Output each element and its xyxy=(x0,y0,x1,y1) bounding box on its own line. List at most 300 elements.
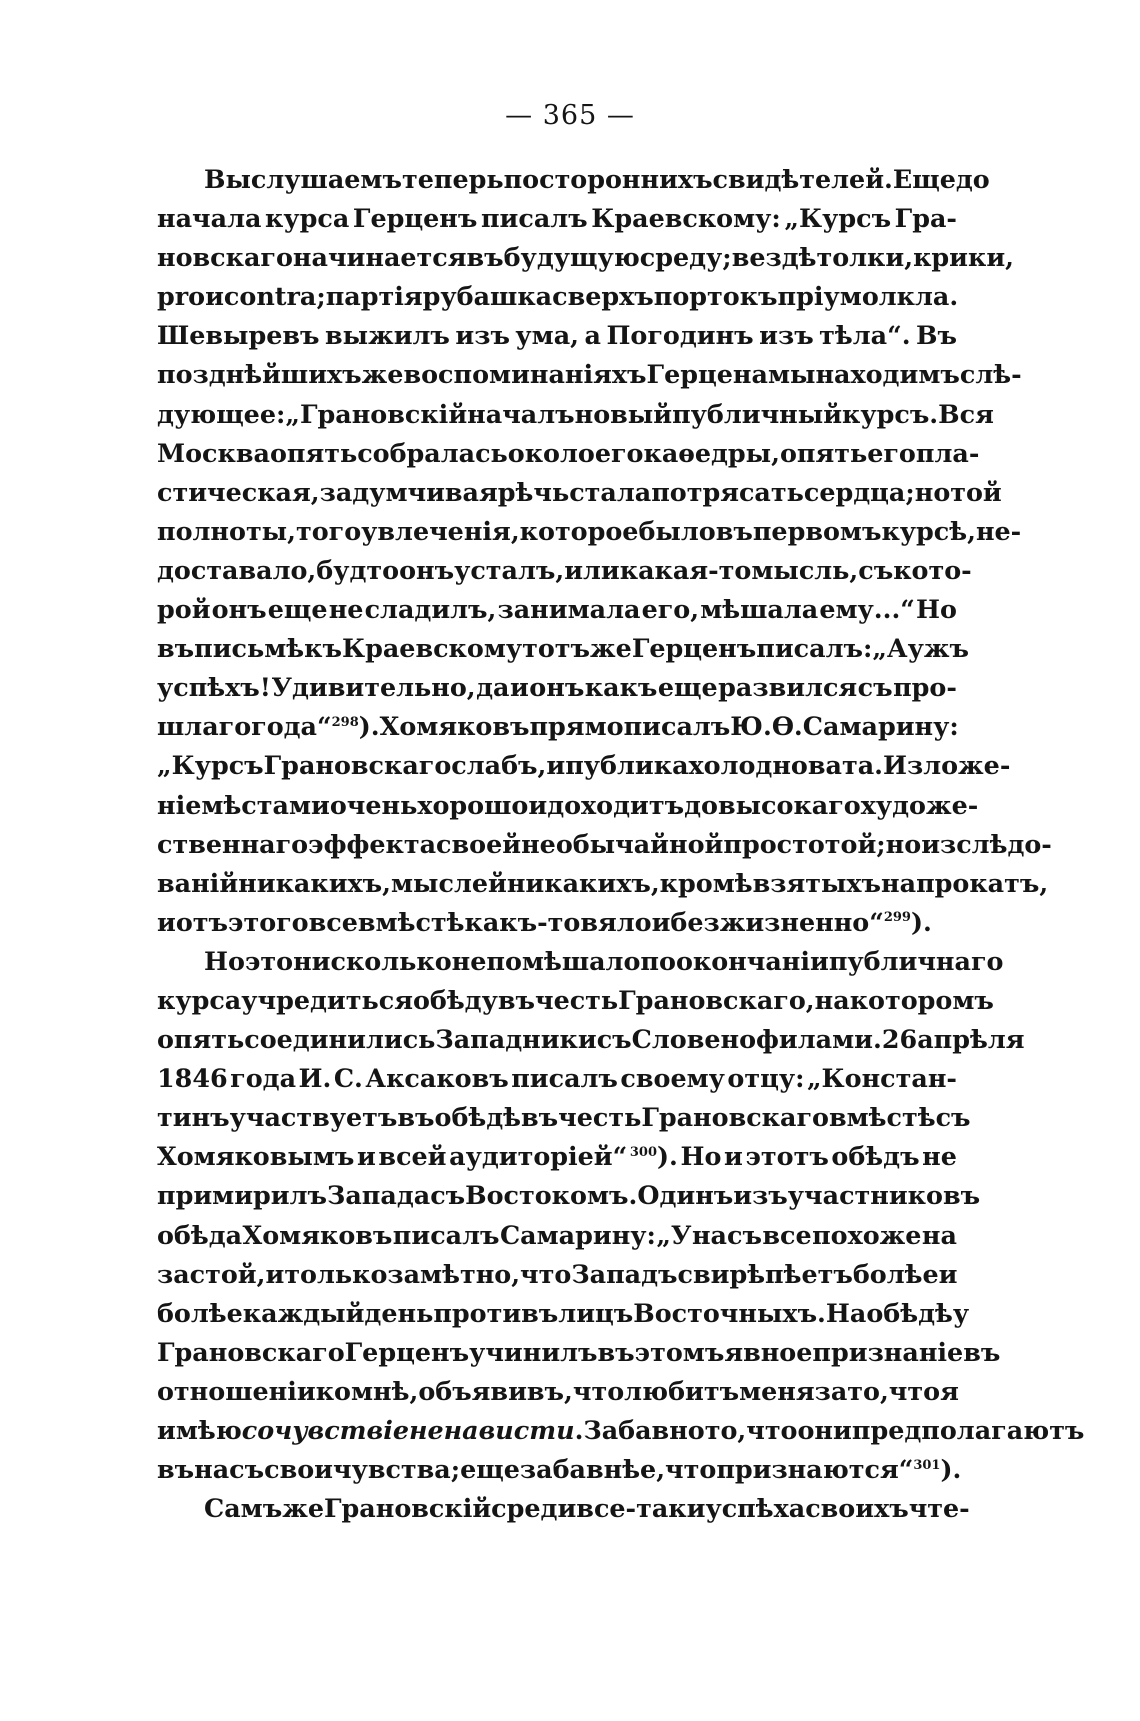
word: Грановскаго xyxy=(641,1102,829,1133)
word: въ xyxy=(497,984,535,1015)
word: среди xyxy=(491,1493,577,1524)
word: на xyxy=(921,1219,957,1250)
word: что xyxy=(572,1375,625,1406)
word: развился xyxy=(718,672,858,703)
word: Шевыревъ xyxy=(157,320,320,351)
word: Но xyxy=(916,594,957,625)
word: за xyxy=(814,1375,848,1406)
word: это xyxy=(244,945,294,976)
word: обѣду xyxy=(412,984,498,1015)
word: безжизненно“ xyxy=(670,906,884,937)
word: но xyxy=(914,476,951,507)
word: года xyxy=(230,1063,297,1094)
word: доходитъ xyxy=(547,789,685,820)
word: же xyxy=(590,633,632,664)
word: въ xyxy=(397,1102,435,1133)
word: свои xyxy=(264,1454,333,1485)
word: Грановскаго xyxy=(263,750,452,781)
word: Словенофилами. xyxy=(631,1024,882,1055)
word: ненависти. xyxy=(409,1415,584,1445)
word: все-таки xyxy=(576,1493,706,1524)
word: застой, xyxy=(157,1258,266,1289)
word: въ xyxy=(963,1336,1001,1367)
word: свирѣпѣетъ xyxy=(677,1258,853,1289)
word: новый xyxy=(574,398,673,429)
word: у xyxy=(952,1297,970,1328)
word: курса xyxy=(265,203,350,234)
word: писалъ xyxy=(623,711,731,742)
word: вмѣстѣ xyxy=(357,906,465,937)
word: необычайной xyxy=(521,828,724,859)
word: 298). xyxy=(331,711,380,742)
word: и xyxy=(546,750,566,781)
word: прямо xyxy=(529,711,624,742)
word: новскаго xyxy=(157,242,293,273)
word: Грановскій xyxy=(324,1493,492,1524)
word: ко xyxy=(315,1375,351,1406)
word: слѣ- xyxy=(959,359,1022,390)
text-line xyxy=(157,942,1004,981)
word: Самарину: xyxy=(802,711,959,742)
word: забавнѣе, xyxy=(519,1454,666,1485)
word: слабъ, xyxy=(451,750,547,781)
word: чувства; xyxy=(332,1454,461,1485)
word: курса xyxy=(157,984,242,1015)
word: 301). xyxy=(913,1454,962,1485)
text-line xyxy=(157,981,994,1020)
text-line xyxy=(157,1372,957,1411)
word: началъ xyxy=(467,398,575,429)
word: каждый xyxy=(242,1297,365,1328)
word: обѣдъ xyxy=(831,1141,920,1172)
word: любитъ xyxy=(624,1375,740,1406)
word: взятыхъ xyxy=(752,867,882,898)
text-line xyxy=(157,1176,981,1215)
text-line xyxy=(157,825,1052,864)
word: участвуетъ xyxy=(229,1102,398,1133)
word: этомъ xyxy=(634,1336,725,1367)
word: Изложе- xyxy=(883,750,1011,781)
word: доставало, xyxy=(157,554,317,585)
word: этого xyxy=(228,906,309,937)
word: писалъ xyxy=(392,1219,500,1250)
word: выжилъ xyxy=(324,320,450,351)
word: ніе xyxy=(157,789,202,820)
word: въ xyxy=(157,1454,195,1485)
word: ваній xyxy=(157,867,239,898)
word: признаніе xyxy=(812,1336,964,1367)
word: мнѣ, xyxy=(350,1375,419,1406)
word: Самарину: xyxy=(499,1219,656,1250)
word: ему...“ xyxy=(819,594,915,625)
word: публичный xyxy=(672,398,843,429)
word: сердца; xyxy=(803,476,915,507)
word: Герценъ xyxy=(352,203,478,234)
word: полноты, xyxy=(157,515,296,546)
word: contra; xyxy=(223,281,326,312)
word: своей xyxy=(436,828,522,859)
text-line xyxy=(157,1294,970,1333)
word: „Курсъ xyxy=(784,203,892,234)
word: что xyxy=(665,1454,717,1485)
text-line xyxy=(157,395,994,434)
text-line xyxy=(157,786,979,825)
word: прокатъ, xyxy=(916,867,1049,898)
word: что xyxy=(746,1415,798,1445)
word: pro xyxy=(157,281,206,312)
word: отъ xyxy=(175,906,228,937)
text-line xyxy=(157,668,957,707)
text-line xyxy=(157,1059,957,1098)
word: будущую xyxy=(503,242,640,273)
text-line xyxy=(157,551,972,590)
text-line xyxy=(157,316,957,355)
word: года“ xyxy=(251,711,332,742)
word: явное xyxy=(724,1336,813,1367)
word: было xyxy=(638,515,716,546)
word: „У xyxy=(656,1219,692,1250)
word: честь xyxy=(558,1102,642,1133)
word: увлеченія, xyxy=(361,515,520,546)
word: занимала xyxy=(497,594,641,625)
word: потрясать xyxy=(651,476,804,507)
word: насъ xyxy=(691,1219,762,1250)
word: я xyxy=(940,1375,959,1406)
word: онъ xyxy=(529,672,585,703)
word: окончаніи xyxy=(675,945,829,976)
word: въ xyxy=(597,1336,635,1367)
word: признаются“ xyxy=(716,1454,914,1485)
text-line xyxy=(157,473,1002,512)
word: той xyxy=(950,476,1002,507)
word: писалъ xyxy=(480,203,588,234)
word: объявивъ, xyxy=(418,1375,573,1406)
word: кото- xyxy=(893,554,972,585)
word: И. xyxy=(298,1063,332,1094)
text-line xyxy=(157,1450,962,1489)
word: въ xyxy=(715,515,753,546)
word: на xyxy=(814,984,850,1015)
text-line xyxy=(157,1489,970,1528)
word: рѣчь xyxy=(497,476,570,507)
word: обѣдѣ xyxy=(434,1102,522,1133)
word: еще xyxy=(267,594,328,625)
word: его xyxy=(867,437,916,468)
word: очень xyxy=(329,789,418,820)
word: вездѣ xyxy=(731,242,817,273)
word: успѣха xyxy=(705,1493,806,1524)
word: этотъ xyxy=(745,1141,829,1172)
word: теперь xyxy=(401,164,504,194)
word: Западники xyxy=(435,1024,597,1055)
word: Москва xyxy=(157,437,270,468)
text-line xyxy=(157,903,957,942)
word: курсъ. xyxy=(842,398,939,429)
word: кромѣ xyxy=(659,867,753,898)
text-line xyxy=(157,1020,1025,1059)
word: участниковъ xyxy=(787,1180,981,1211)
word: и xyxy=(528,789,548,820)
word: отцу: xyxy=(727,1063,805,1094)
word: до xyxy=(684,789,718,820)
word: первомъ xyxy=(752,515,882,546)
word: опять xyxy=(157,1024,245,1055)
word: учредиться xyxy=(241,984,413,1015)
word: примирилъ xyxy=(157,1180,328,1211)
word: курсѣ, xyxy=(881,515,976,546)
text-line xyxy=(157,1333,1001,1372)
word: съ xyxy=(596,1024,632,1055)
word: „Констан- xyxy=(806,1063,957,1094)
word: письмѣ xyxy=(194,633,305,664)
word: которое xyxy=(519,515,639,546)
word: ума, xyxy=(515,320,580,351)
word: среду; xyxy=(639,242,732,273)
word: а xyxy=(584,320,601,351)
word: Запада xyxy=(327,1180,431,1211)
word: начала xyxy=(157,203,262,234)
word: обѣдѣ xyxy=(866,1297,953,1328)
word: задумчивая xyxy=(319,476,498,507)
word: день xyxy=(364,1297,434,1328)
word: Одинъ xyxy=(637,1180,734,1211)
word: какая-то xyxy=(619,554,752,585)
word: На xyxy=(825,1297,867,1328)
word: Удивительно, xyxy=(271,672,476,703)
text-line xyxy=(157,590,957,629)
word: по xyxy=(640,945,676,976)
word: изслѣдо- xyxy=(921,828,1052,859)
word: никакихъ, xyxy=(506,867,660,898)
word: на xyxy=(881,867,917,898)
word: лицъ xyxy=(558,1297,634,1328)
word: тинъ xyxy=(157,1102,230,1133)
word: учинилъ xyxy=(469,1336,598,1367)
word: же xyxy=(361,359,404,390)
word: ужъ xyxy=(907,633,969,664)
word: Забавно xyxy=(583,1415,705,1445)
word: не xyxy=(451,945,487,976)
word: въ xyxy=(157,633,195,664)
word: онъ xyxy=(399,554,455,585)
word: партія xyxy=(325,281,423,312)
word: апрѣля xyxy=(917,1024,1025,1055)
word: мысль, xyxy=(751,554,859,585)
word: постороннихъ xyxy=(503,164,713,194)
word: Хомяковъ xyxy=(242,1219,393,1250)
word: нисколько xyxy=(293,945,452,976)
word: съ xyxy=(430,1180,466,1211)
word: вяло xyxy=(580,906,652,937)
word: и xyxy=(509,672,529,703)
word: Въ xyxy=(916,320,957,351)
word: но xyxy=(885,828,922,859)
body-text xyxy=(157,160,1085,1528)
word: честь xyxy=(534,984,619,1015)
word: 300). xyxy=(629,1141,678,1172)
word: около xyxy=(507,437,595,468)
text-line xyxy=(157,1255,957,1294)
word: воспоминаніяхъ xyxy=(403,359,647,390)
word: того xyxy=(295,515,362,546)
word: Ѳ. xyxy=(771,711,803,742)
word: то, xyxy=(704,1415,747,1445)
word: „Грановскій xyxy=(285,398,468,429)
word: Грановскаго xyxy=(157,1336,345,1367)
word: 299). xyxy=(883,906,932,937)
text-line xyxy=(157,1098,971,1137)
word: С. xyxy=(333,1063,363,1094)
word: все xyxy=(308,906,358,937)
word: Но xyxy=(680,1141,722,1172)
word: мы xyxy=(767,359,816,390)
word: „А xyxy=(872,633,908,664)
word: или xyxy=(564,554,620,585)
word: то, xyxy=(847,1375,889,1406)
word: предполагаютъ xyxy=(851,1415,1085,1445)
word: Краевскому xyxy=(341,633,523,664)
word: въ xyxy=(466,242,504,273)
word: изъ xyxy=(759,320,814,351)
word: не- xyxy=(975,515,1022,546)
word: сверхъ xyxy=(552,281,654,312)
word: не xyxy=(328,594,364,625)
word: крики, xyxy=(913,242,1014,273)
word: Герцена xyxy=(646,359,768,390)
word: мѣшала xyxy=(700,594,819,625)
text-line xyxy=(157,1216,957,1255)
word: еще xyxy=(657,672,718,703)
word: каѳедры, xyxy=(643,437,780,468)
word: Выслушаемъ xyxy=(204,164,402,194)
word: его xyxy=(594,437,644,468)
word: Грановскаго, xyxy=(618,984,815,1015)
word: пріумолкла. xyxy=(777,281,959,312)
word: публичнаго xyxy=(828,945,1004,976)
word: Погодинъ xyxy=(606,320,754,351)
text-line xyxy=(157,1411,1085,1450)
word: холодновата. xyxy=(688,750,883,781)
word: стала xyxy=(569,476,652,507)
word: какъ xyxy=(584,672,658,703)
word: они xyxy=(797,1415,852,1445)
word: съ xyxy=(858,554,894,585)
word: рой xyxy=(157,594,211,625)
word: же xyxy=(282,1493,324,1524)
word: изъ xyxy=(455,320,510,351)
text-line xyxy=(157,355,1022,394)
word: Хомяковымъ xyxy=(157,1141,355,1172)
word: будто xyxy=(316,554,400,585)
word: тотъ xyxy=(522,633,591,664)
text-line xyxy=(157,512,1022,551)
word: противъ xyxy=(433,1297,559,1328)
word: помѣшало xyxy=(486,945,641,976)
word: болѣе xyxy=(852,1258,939,1289)
word: 26 xyxy=(881,1024,918,1055)
word: высокаго xyxy=(717,789,861,820)
word: и xyxy=(651,906,671,937)
word: чте- xyxy=(908,1493,970,1524)
word: стическая, xyxy=(157,476,320,507)
text-line xyxy=(157,707,957,746)
word: своихъ xyxy=(805,1493,909,1524)
text-line xyxy=(157,434,980,473)
page-number: — 365 — xyxy=(505,100,635,131)
word: замѣтно, xyxy=(387,1258,521,1289)
word: Ю. xyxy=(730,711,772,742)
word: рубашка xyxy=(422,281,553,312)
word: ственнаго xyxy=(157,828,309,859)
word: отношеніи xyxy=(157,1375,316,1406)
word: опять xyxy=(269,437,358,468)
word: что xyxy=(520,1258,572,1289)
word: и xyxy=(356,1141,376,1172)
word: простотой; xyxy=(723,828,886,859)
word: про- xyxy=(893,672,957,703)
word: болѣе xyxy=(157,1297,243,1328)
word: насъ xyxy=(194,1454,265,1485)
word: мѣстами xyxy=(201,789,330,820)
word: Вся xyxy=(938,398,994,429)
word: и xyxy=(205,281,224,312)
word: его, xyxy=(641,594,700,625)
word: меня xyxy=(739,1375,815,1406)
word: находимъ xyxy=(815,359,960,390)
word: публика xyxy=(565,750,689,781)
word: въ xyxy=(521,1102,559,1133)
word: эффекта xyxy=(308,828,437,859)
word: начинается xyxy=(292,242,467,273)
word: похоже xyxy=(812,1219,922,1250)
word: обѣда xyxy=(157,1219,243,1250)
word: хорошо xyxy=(417,789,529,820)
word: еще xyxy=(460,1454,520,1485)
word: успѣхъ! xyxy=(157,672,271,703)
word: Западъ xyxy=(571,1258,678,1289)
word: пла- xyxy=(915,437,980,468)
word: Восточныхъ. xyxy=(633,1297,826,1328)
word: Самъ xyxy=(204,1493,283,1524)
word: все xyxy=(762,1219,812,1250)
word: писалъ xyxy=(511,1063,618,1094)
word: къ xyxy=(304,633,342,664)
word: вмѣстѣ xyxy=(828,1102,936,1133)
word: и xyxy=(265,1258,285,1289)
word: толки, xyxy=(816,242,914,273)
text-line xyxy=(157,277,957,316)
word: съ xyxy=(857,672,893,703)
word: онъ xyxy=(211,594,267,625)
text-line xyxy=(157,1137,957,1176)
word: съ xyxy=(935,1102,971,1133)
word: сочувствіе xyxy=(241,1415,409,1445)
word: аудиторіей“ xyxy=(449,1141,628,1172)
word: опять xyxy=(779,437,868,468)
word: и xyxy=(157,906,176,937)
word: сладилъ, xyxy=(364,594,497,625)
word: соединились xyxy=(244,1024,436,1055)
word: изъ xyxy=(733,1180,788,1211)
text-line xyxy=(157,160,990,199)
word: мыслей xyxy=(390,867,507,898)
text-line xyxy=(157,238,1014,277)
word: свидѣтелей. xyxy=(712,164,893,194)
word: дующее: xyxy=(157,398,286,429)
word: писалъ: xyxy=(756,633,873,664)
word: не xyxy=(922,1141,957,1172)
text-line xyxy=(157,629,969,668)
